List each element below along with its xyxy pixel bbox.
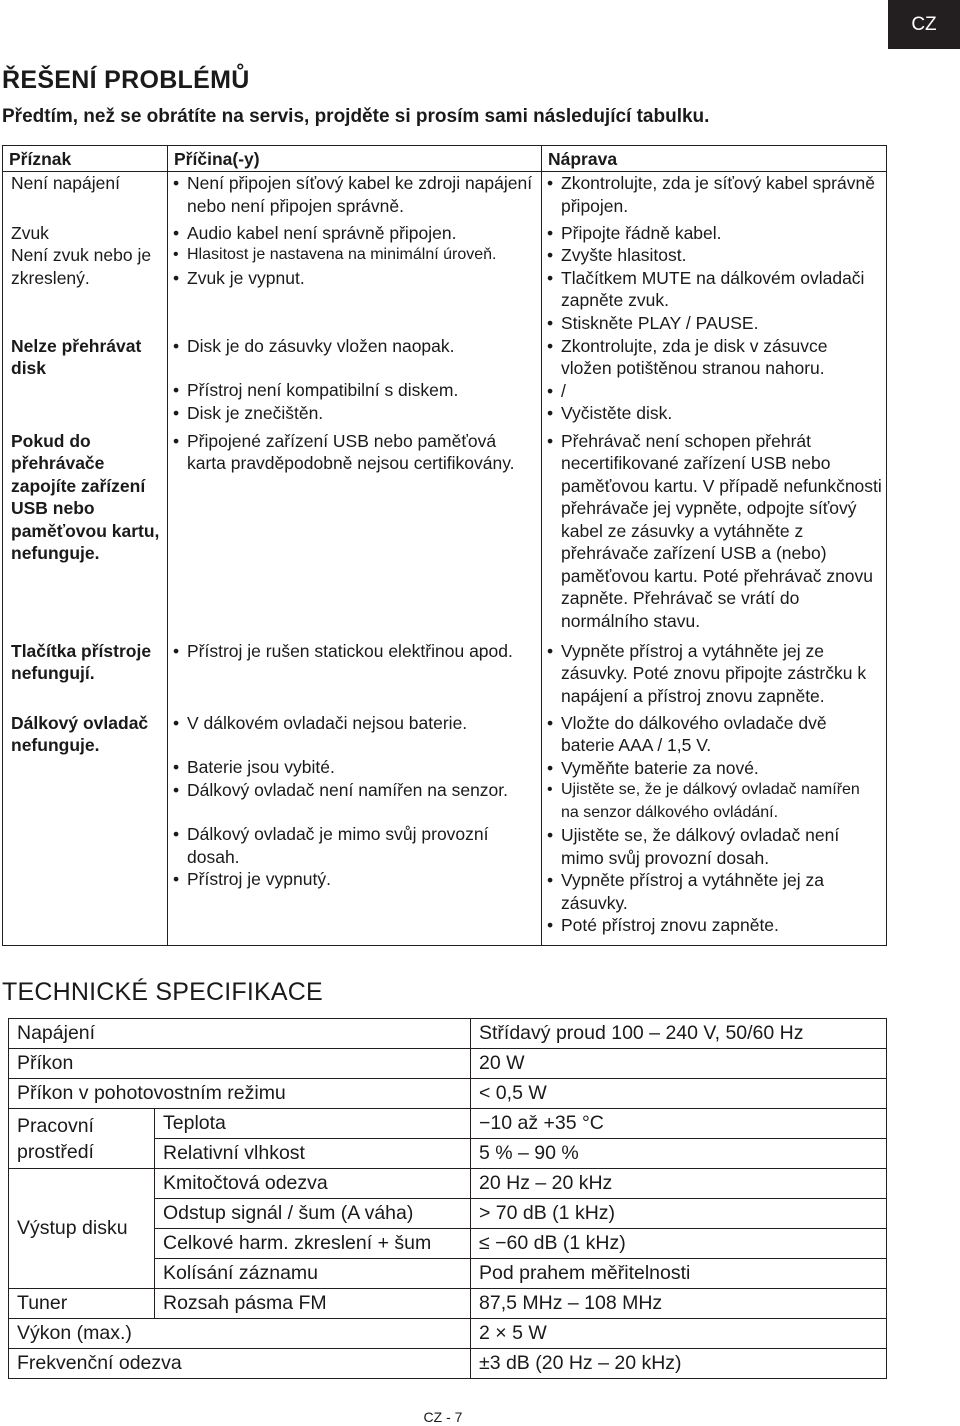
symptom-text: Dálkový ovladač nefunguje. xyxy=(11,712,149,755)
list-item: • Vyměňte baterie za nové. xyxy=(546,757,882,780)
spec-value: Střídavý proud 100 – 240 V, 50/60 Hz xyxy=(471,1019,887,1049)
list-item: • Připojte řádně kabel. xyxy=(546,222,882,245)
symptom-text: Není napájení xyxy=(11,173,120,193)
list-item: • Zkontrolujte, zda je disk v zásuvce vložen potištěnou stranou nahoru. xyxy=(546,335,882,380)
spec-label: Napájení xyxy=(9,1019,471,1049)
spec-group-label: Pracovní prostředí xyxy=(9,1109,155,1169)
spec-sublabel: Celkové harm. zkreslení + šum xyxy=(155,1229,471,1259)
troubleshooting-title: ŘEŠENÍ PROBLÉMŮ xyxy=(2,66,250,94)
list-item: • Zvuk je vypnut. xyxy=(172,267,537,290)
list-item: • Není připojen síťový kabel ke zdroji napájení nebo není připojen správně. xyxy=(172,172,537,217)
list-item: • Přístroj je vypnutý. xyxy=(172,868,537,891)
list-item: • Vypněte přístroj a vytáhněte jej za zásuvky. xyxy=(546,869,882,914)
table-row xyxy=(3,712,887,946)
list-item: • Baterie jsou vybité. xyxy=(172,756,537,779)
list-item: • Dálkový ovladač není namířen na senzor. xyxy=(172,779,537,802)
table-row xyxy=(9,1019,887,1049)
header-cause: Příčina(-y) xyxy=(168,146,542,172)
page-number: CZ - 7 xyxy=(423,1409,463,1425)
list-item: • Zvyšte hlasitost. xyxy=(546,244,882,267)
cause-cell xyxy=(168,640,542,712)
spec-value: 2 × 5 W xyxy=(471,1319,887,1349)
spec-sublabel: Relativní vlhkost xyxy=(155,1139,471,1169)
spec-label: Tuner xyxy=(9,1289,155,1319)
spec-value: 20 Hz – 20 kHz xyxy=(471,1169,887,1199)
table-row xyxy=(9,1049,887,1079)
cause-cell xyxy=(168,712,542,946)
spec-value: 20 W xyxy=(471,1049,887,1079)
spec-value: 87,5 MHz – 108 MHz xyxy=(471,1289,887,1319)
list-item: • Připojené zařízení USB nebo paměťová karta pravděpodobně nejsou certifikovány. xyxy=(172,430,537,475)
table-row xyxy=(9,1319,887,1349)
specs-table xyxy=(8,1018,887,1379)
symptom-text: Zvuk xyxy=(11,222,49,243)
header-symptom: Příznak xyxy=(3,146,168,172)
table-row xyxy=(9,1109,887,1139)
list-item: • Hlasitost je nastavena na minimální úroveň. xyxy=(172,244,537,267)
table-row xyxy=(3,222,887,335)
table-header-row xyxy=(3,146,887,172)
symptom-text: Tlačítka přístroje nefungují. xyxy=(11,640,152,683)
cause-cell xyxy=(168,222,542,335)
cause-cell xyxy=(168,430,542,640)
list-item: • Tlačítkem MUTE na dálkovém ovladači zapněte zvuk. xyxy=(546,267,882,312)
spec-value: Pod prahem měřitelnosti xyxy=(471,1259,887,1289)
spec-group-label: Výstup disku xyxy=(9,1169,155,1289)
symptom-detail: Není zvuk nebo je zkreslený. xyxy=(11,245,152,288)
spec-label: Frekvenční odezva xyxy=(9,1349,471,1379)
table-row xyxy=(9,1079,887,1109)
list-item: • Ujistěte se, že dálkový ovladač není mimo svůj provozní dosah. xyxy=(546,824,882,869)
list-item: • Vložte do dálkového ovladače dvě baterie AAA / 1,5 V. xyxy=(546,712,882,757)
spec-value: < 0,5 W xyxy=(471,1079,887,1109)
table-row xyxy=(3,640,887,712)
spec-label: Příkon v pohotovostním režimu xyxy=(9,1079,471,1109)
remedy-cell xyxy=(542,640,887,712)
cause-cell xyxy=(168,172,542,222)
language-tab: CZ xyxy=(888,0,960,49)
list-item: • Zkontrolujte, zda je síťový kabel správně připojen. xyxy=(546,172,882,217)
spec-value: > 70 dB (1 kHz) xyxy=(471,1199,887,1229)
table-row xyxy=(3,335,887,430)
symptom-text: Nelze přehrávat disk xyxy=(11,335,142,378)
spec-sublabel: Kolísání záznamu xyxy=(155,1259,471,1289)
remedy-cell xyxy=(542,222,887,335)
list-item: • Vyčistěte disk. xyxy=(546,402,882,425)
remedy-cell xyxy=(542,172,887,222)
troubleshooting-intro: Předtím, než se obrátíte na servis, projděte si prosím sami následující tabulku. xyxy=(2,106,710,127)
symptom-cell xyxy=(3,712,168,946)
list-item: • Disk je znečištěn. xyxy=(172,402,537,425)
cause-cell xyxy=(168,335,542,430)
list-item: • Přehrávač není schopen přehrát necertifikované zařízení USB nebo paměťovou kartu. V případě nefunkčnosti přehrávače jej vypněte, odpojte síťový kabel ze zásuvky a vytáhněte z přehrávače zařízení USB a (nebo) paměťovou kartu. Poté přehrávač znovu zapněte. Přehrávač se vrátí do normálního stavu. xyxy=(546,430,882,633)
remedy-cell xyxy=(542,335,887,430)
spec-sublabel: Kmitočtová odezva xyxy=(155,1169,471,1199)
table-row xyxy=(3,430,887,640)
list-item: • Přístroj je rušen statickou elektřinou apod. xyxy=(172,640,537,663)
list-item: • Poté přístroj znovu zapněte. xyxy=(546,914,882,937)
table-row xyxy=(9,1289,887,1319)
list-item: • Dálkový ovladač je mimo svůj provozní dosah. xyxy=(172,823,537,868)
specs-title: TECHNICKÉ SPECIFIKACE xyxy=(2,978,323,1006)
list-item: • / xyxy=(546,380,882,403)
spec-value: −10 až +35 °C xyxy=(471,1109,887,1139)
spec-sublabel: Odstup signál / šum (A váha) xyxy=(155,1199,471,1229)
symptom-cell xyxy=(3,172,168,222)
symptom-text: Pokud do přehrávače zapojíte zařízení USB nebo paměťovou kartu, nefunguje. xyxy=(11,430,160,563)
list-item: • Audio kabel není správně připojen. xyxy=(172,222,537,245)
list-item: • Disk je do zásuvky vložen naopak. xyxy=(172,335,537,358)
spec-value: 5 % – 90 % xyxy=(471,1139,887,1169)
spec-label: Výkon (max.) xyxy=(9,1319,471,1349)
spec-sublabel: Teplota xyxy=(155,1109,471,1139)
list-item: • Přístroj není kompatibilní s diskem. xyxy=(172,379,537,402)
list-item: • Vypněte přístroj a vytáhněte jej ze zásuvky. Poté znovu připojte zástrčku k napájení a přístroj znovu zapněte. xyxy=(546,640,882,708)
symptom-cell xyxy=(3,430,168,640)
header-remedy: Náprava xyxy=(542,146,887,172)
remedy-cell xyxy=(542,430,887,640)
spec-label: Příkon xyxy=(9,1049,471,1079)
spec-value: ≤ −60 dB (1 kHz) xyxy=(471,1229,887,1259)
table-row xyxy=(3,172,887,222)
table-row xyxy=(9,1349,887,1379)
spec-value: ±3 dB (20 Hz – 20 kHz) xyxy=(471,1349,887,1379)
troubleshooting-table xyxy=(2,145,887,946)
list-item: • V dálkovém ovladači nejsou baterie. xyxy=(172,712,537,735)
symptom-cell xyxy=(3,335,168,430)
symptom-cell xyxy=(3,640,168,712)
symptom-cell xyxy=(3,222,168,335)
remedy-cell xyxy=(542,712,887,946)
list-item: • Ujistěte se, že je dálkový ovladač namířen na senzor dálkového ovládání. xyxy=(546,779,882,824)
list-item: • Stiskněte PLAY / PAUSE. xyxy=(546,312,882,335)
spec-sublabel: Rozsah pásma FM xyxy=(155,1289,471,1319)
table-row xyxy=(9,1169,887,1199)
